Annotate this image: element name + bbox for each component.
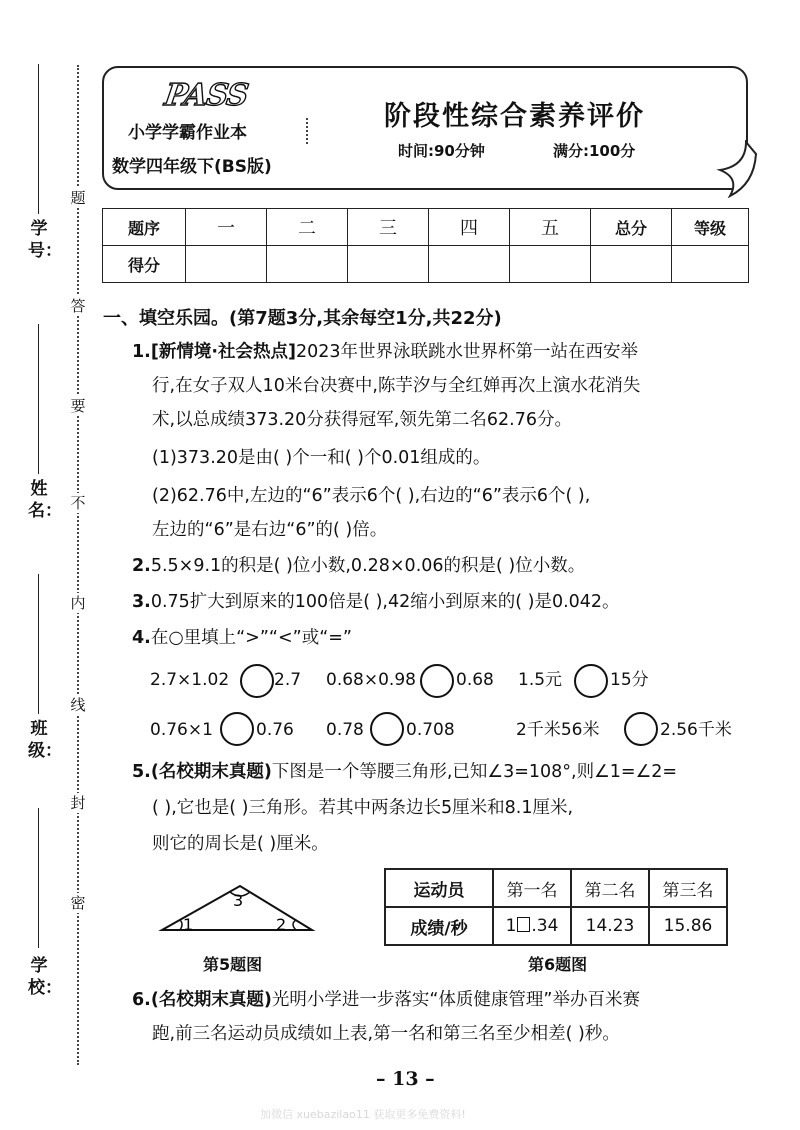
compare-left: 0.76×1	[150, 720, 213, 740]
student-no-label: 学号：	[28, 219, 62, 261]
isosceles-triangle-figure	[150, 870, 320, 940]
question-5-line-2: ( ),它也是( )三角形。若其中两条边长5厘米和8.1厘米,	[152, 798, 574, 818]
angle-label: 2	[276, 915, 287, 934]
table-cell: 一	[186, 209, 267, 246]
question-text: 光明小学进一步落实“体质健康管理”举办百米赛	[271, 990, 640, 1010]
question-number: 2.	[132, 556, 151, 576]
table-cell: 第一名	[493, 869, 571, 907]
angle-label: 3	[233, 891, 244, 910]
question-6-line-1	[132, 988, 640, 1012]
book-name: 小学学霸作业本	[128, 123, 247, 143]
full-score: 满分:100分	[553, 142, 636, 160]
seal-char: 不	[68, 493, 88, 513]
compare-left: 0.78	[326, 720, 364, 740]
missing-digit-box	[517, 917, 530, 932]
seal-char: 封	[68, 793, 88, 813]
compare-left: 2.7×1.02	[150, 670, 230, 690]
brand-logo: PASS	[162, 78, 250, 113]
page-number: – 13 –	[376, 1068, 435, 1090]
compare-circle-blank[interactable]	[240, 664, 274, 698]
question-1-part-2a: (2)62.76中,左边的“6”表示6个( ),右边的“6”表示6个( ),	[152, 486, 591, 506]
question-1-line-1	[132, 340, 638, 364]
question-number: 5.	[132, 762, 151, 782]
table-cell: 总分	[591, 209, 672, 246]
compare-right: 0.68	[456, 670, 494, 690]
compare-circle-blank[interactable]	[574, 664, 608, 698]
compare-circle-blank[interactable]	[624, 712, 658, 746]
compare-left: 2千米56米	[516, 720, 600, 740]
question-1-line-2: 行,在女子双人10米台决赛中,陈芋汐与全红婵再次上演水花消失	[152, 376, 641, 396]
question-text: 5.5×9.1的积是( )位小数,0.28×0.06的积是( )位小数。	[150, 556, 586, 576]
section-heading: 一、填空乐园。(第7题3分,其余每空1分,共22分)	[103, 308, 502, 329]
table-cell: 三	[348, 209, 429, 246]
question-text: 0.75扩大到原来的100倍是( ),42缩小到原来的( )是0.042。	[150, 592, 620, 612]
question-1-part-1: (1)373.20是由( )个一和( )个0.01组成的。	[152, 448, 491, 468]
digit-text: 1	[505, 916, 517, 936]
header-divider	[306, 118, 308, 144]
compare-circle-blank[interactable]	[420, 664, 454, 698]
page-curl-decoration	[700, 140, 758, 198]
name-label: 姓名：	[28, 479, 62, 521]
question-number: 3.	[132, 592, 151, 612]
table-row	[103, 246, 749, 283]
figure-caption: 第5题图	[203, 955, 263, 974]
exam-time: 时间:90分钟	[398, 142, 485, 160]
score-table	[102, 208, 749, 283]
question-number: 6.	[132, 990, 151, 1010]
angle-label: 1	[183, 915, 194, 934]
question-number: 1.	[132, 342, 151, 362]
question-text: 下图是一个等腰三角形,已知∠3=108°,则∠1=∠2=	[271, 762, 678, 782]
digit-text: .34	[531, 916, 559, 936]
table-cell: 四	[429, 209, 510, 246]
question-5-line-1	[132, 760, 677, 784]
seal-char: 线	[68, 695, 88, 715]
question-4	[132, 626, 352, 650]
question-1-line-3: 术,以总成绩373.20分获得冠军,领先第二名62.76分。	[152, 410, 572, 430]
table-row	[385, 869, 727, 907]
compare-right: 0.76	[256, 720, 294, 740]
compare-circle-blank[interactable]	[370, 712, 404, 746]
table-cell: 成绩/秒	[385, 907, 493, 945]
score-input-cell[interactable]	[186, 246, 267, 283]
table-cell: 等级	[672, 209, 749, 246]
score-input-cell[interactable]	[672, 246, 749, 283]
page-title: 阶段性综合素养评价	[384, 101, 645, 132]
question-tag: [新情境·社会热点]	[150, 342, 296, 362]
class-line	[38, 574, 39, 714]
question-text: 在○里填上“>”“<”或“=”	[150, 628, 352, 648]
results-table	[384, 868, 728, 946]
table-cell: 第二名	[571, 869, 649, 907]
class-label: 班级：	[28, 719, 62, 761]
seal-char: 题	[68, 188, 88, 208]
seal-char: 答	[68, 296, 88, 316]
compare-left: 1.5元	[518, 670, 563, 690]
compare-right: 2.56千米	[660, 720, 732, 740]
question-tag: (名校期末真题)	[150, 762, 272, 782]
table-row	[385, 907, 727, 945]
compare-left: 0.68×0.98	[326, 670, 416, 690]
table-cell	[493, 907, 571, 945]
compare-right: 0.708	[406, 720, 455, 740]
question-2	[132, 554, 585, 578]
table-cell: 运动员	[385, 869, 493, 907]
school-label: 学校：	[28, 956, 62, 998]
table-cell: 15.86	[649, 907, 727, 945]
question-number: 4.	[132, 628, 151, 648]
question-1-part-2b: 左边的“6”是右边“6”的( )倍。	[152, 520, 388, 540]
school-line	[38, 808, 39, 948]
question-text: 2023年世界泳联跳水世界杯第一站在西安举	[295, 342, 639, 362]
table-cell: 得分	[103, 246, 186, 283]
watermark: 加微信 xuebazilao11 获取更多免费资料!	[260, 1108, 466, 1121]
table-cell: 五	[510, 209, 591, 246]
score-input-cell[interactable]	[510, 246, 591, 283]
seal-char: 要	[68, 396, 88, 416]
question-5-line-3: 则它的周长是( )厘米。	[152, 834, 329, 854]
seal-char: 内	[68, 593, 88, 613]
score-input-cell[interactable]	[591, 246, 672, 283]
compare-right: 15分	[610, 670, 649, 690]
table-row	[103, 209, 749, 246]
seal-char: 密	[68, 893, 88, 913]
compare-circle-blank[interactable]	[220, 712, 254, 746]
table-cell: 14.23	[571, 907, 649, 945]
grade-label: 数学四年级下(BS版)	[112, 157, 272, 177]
score-input-cell[interactable]	[348, 246, 429, 283]
name-line	[38, 324, 39, 474]
question-tag: (名校期末真题)	[150, 990, 272, 1010]
question-6-line-2: 跑,前三名运动员成绩如上表,第一名和第三名至少相差( )秒。	[152, 1024, 620, 1044]
compare-right: 2.7	[274, 670, 302, 690]
student-no-line	[38, 64, 39, 214]
seal-dotted-line	[77, 65, 79, 1065]
question-3	[132, 590, 620, 614]
score-input-cell[interactable]	[267, 246, 348, 283]
score-input-cell[interactable]	[429, 246, 510, 283]
table-cell: 二	[267, 209, 348, 246]
table-cell: 第三名	[649, 869, 727, 907]
table-cell: 题序	[103, 209, 186, 246]
figure-caption: 第6题图	[528, 955, 588, 974]
